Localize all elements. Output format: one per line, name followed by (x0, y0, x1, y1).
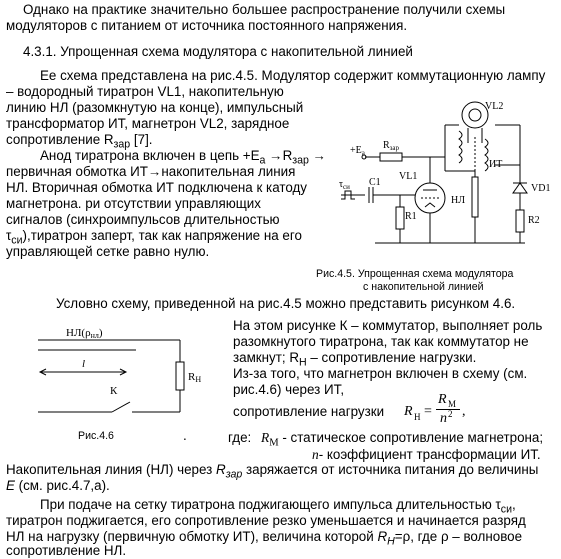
where-n: n- коэффициент трансформации ИТ. (312, 447, 541, 462)
para4-line-6: сопротивление нагрузки (233, 404, 385, 419)
label-nl: НЛ (451, 195, 466, 206)
para1-line-1: Ее схема представлена на рис.4.5. Модулятор содержит коммутационную лампу (40, 68, 546, 83)
para7-line-1: При подаче на сетку тиратрона поджигающего импульса длительностью $\tau_{си}$, (40, 497, 516, 516)
label-r1: R1 (405, 211, 417, 222)
section-heading: 4.3.1. Упрощенная схема модулятора с накопительной линией (23, 44, 413, 59)
figure-4-6-schematic (28, 322, 228, 422)
para4-line-1: На этом рисунке К – коммутатор, выполняет роль (233, 318, 543, 333)
para2-line-7: управляющей сетке равно нулю. (6, 244, 210, 259)
para4-line-5: рис.4.6) через ИТ, (233, 382, 345, 397)
para2-line-6: $\tau_{си}),тиратрон$ заперт, так как напряжение на его (6, 228, 302, 247)
resistor-rzar (380, 153, 402, 161)
para2-line-4: магнетрона. ри отсутствии управляющих (6, 196, 261, 211)
label-vl2: VL2 (485, 101, 504, 112)
para6-line-2: E (см. рис.4.7,а). (6, 478, 110, 493)
where-label: где: (228, 430, 252, 445)
fig45-caption-line-1: Рис.4.5. Упрощенная схема модулятора (316, 268, 514, 280)
para2-line-5: сигналов (синхроимпульсов длительностью (6, 212, 280, 227)
fig45-caption-line-2: с накопительной линией (363, 281, 484, 293)
switch-k (112, 402, 130, 412)
para6-line-1: Накопительная линия (НЛ) через $R_{зар}$ заряжается от источника питания до величины (6, 462, 539, 481)
label-vl1: VL1 (399, 171, 418, 182)
para4-line-4: Из-за того, что магнетрон включен в схему (см. (233, 366, 528, 381)
diode-vd1 (513, 183, 527, 193)
resistor-r1 (396, 207, 404, 229)
where-rm: $R_M$ - статическое сопротивление магнетрона; (261, 430, 544, 449)
fig46-caption: Рис.4.6 (78, 430, 114, 442)
para3-line-1: Условно схему, приведенной на рис.4.5 можно представить рисунком 4.6. (56, 296, 516, 311)
para2-line-1: Анод тиратрона включен в цепь $+E_а \to R_{зар}$ → (40, 148, 327, 167)
para7-line-3: НЛ на нагрузку (первичную обмотку ИТ), величина которой $R_Н=\rho$, где ρ – волновое (6, 529, 523, 548)
label-tau: $\tau_{си}$ (339, 179, 350, 191)
para1-line-4: трансформатор ИТ, магнетрон VL2, зарядное (6, 116, 290, 131)
storage-line-nl (472, 177, 478, 217)
para2-line-2: первичная обмотка ИТ→накопительная линия (6, 164, 296, 179)
para4-line-3: замкнут; $R_Н$ – сопротивление нагрузки. (233, 350, 477, 369)
resistor-r2 (516, 210, 524, 232)
para2-line-3: НЛ. Вторичная обмотка ИТ подключена к катоду (6, 180, 307, 195)
fig46-caption-dot: . (183, 428, 187, 443)
para7-line-2: тиратрон поджигается, его сопротивление резко уменьшается и начинается разряд (6, 513, 526, 528)
label-rzar: $R_{зар}$ (383, 140, 400, 152)
resistor-rn (176, 362, 184, 390)
para1-line-5: сопротивление $R_{зар}$ [7]. (6, 132, 153, 151)
para7-line-4: сопротивление НЛ. (6, 543, 127, 558)
para1-line-2: – водородный тиратрон VL1, накопительную (6, 84, 284, 99)
label-r2: R2 (528, 215, 540, 226)
intro-line-1: Однако на практике значительно большее распространение получили схемы (23, 2, 506, 17)
label-it: ИТ (489, 159, 503, 170)
label-nl-rho: НЛ(ρнл) (66, 327, 103, 340)
label-ea: $+E_a$ (350, 145, 365, 157)
figure-4-5-schematic (335, 95, 561, 265)
label-rn: RН (188, 371, 202, 384)
formula-rn: R Н = R M n 2 , (404, 392, 466, 426)
intro-line-2: модуляторов с питанием от источника постоянного напряжения. (6, 18, 408, 33)
label-k: К (110, 385, 118, 397)
para1-line-3: линию НЛ (разомкнутую на конце), импульсный (6, 100, 304, 115)
label-c1: C1 (369, 177, 381, 188)
label-vd1: VD1 (531, 183, 551, 194)
para4-line-2: разомкнутого тиратрона, так как коммутатор не (233, 334, 529, 349)
label-l: l (82, 358, 86, 370)
